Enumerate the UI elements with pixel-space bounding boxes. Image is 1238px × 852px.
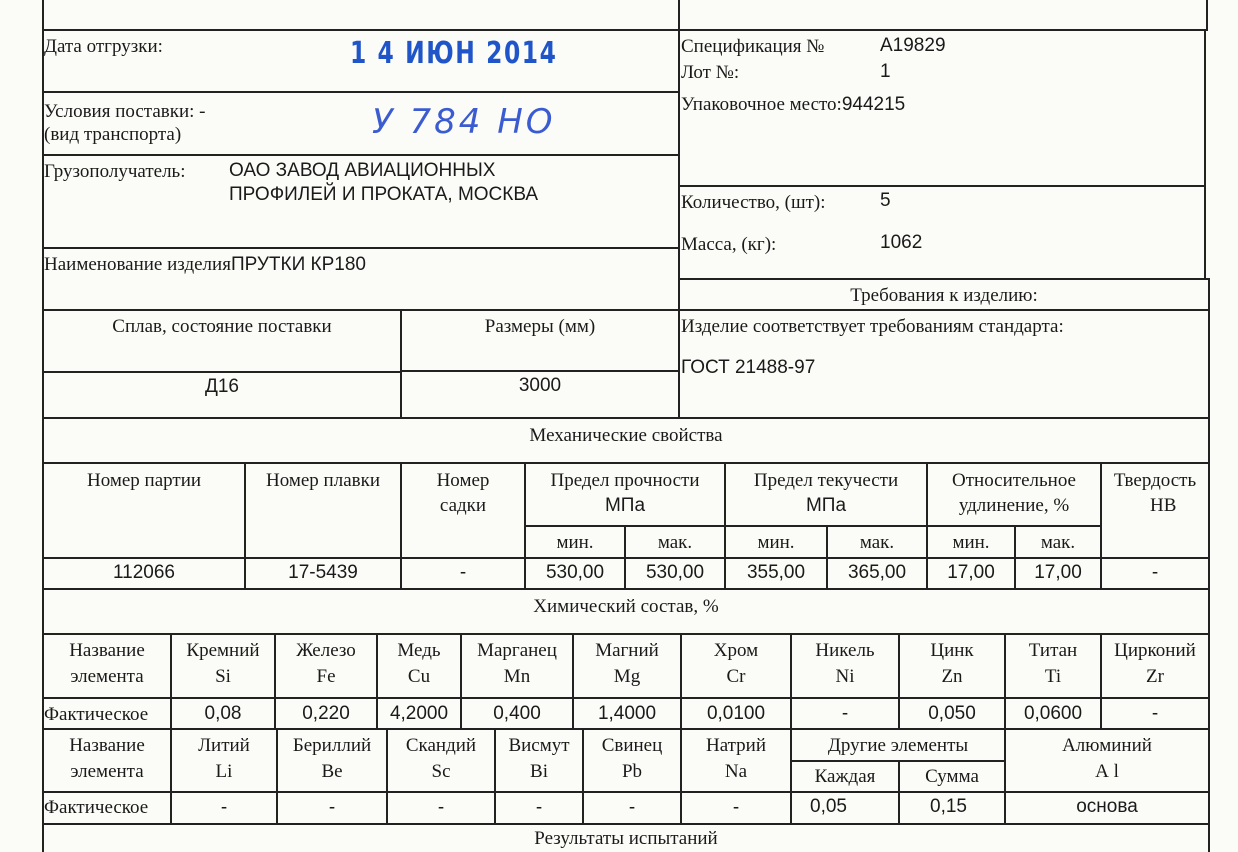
chem-element2-0-value: - xyxy=(220,797,228,818)
chem-element-9-value: - xyxy=(1151,703,1159,724)
lot-value: 1 xyxy=(880,61,891,82)
chem-element-2-value: 4,2000 xyxy=(389,703,449,724)
element-name-label-3: Название xyxy=(69,735,145,756)
element-name-label-2: элемента xyxy=(70,666,144,687)
size-header: Размеры (мм) xyxy=(484,316,596,337)
strength-min-label: мин. xyxy=(556,532,594,553)
chem-element2-3-symbol: Bi xyxy=(530,761,548,782)
consignee-label: Грузополучатель: xyxy=(44,161,186,182)
alloy-value: Д16 xyxy=(204,376,239,397)
chem-element-6-value: - xyxy=(841,703,849,724)
chem-element2-0-name: Литий xyxy=(198,735,250,756)
batch-value: 112066 xyxy=(113,562,175,583)
chem-element-7-value: 0,050 xyxy=(928,703,976,724)
ship-date-stamp: 1 4 ИЮН 2014 xyxy=(350,36,558,71)
package-place xyxy=(681,94,905,116)
chem-element-7-symbol: Zn xyxy=(941,666,963,687)
lot-label: Лот №: xyxy=(681,62,740,83)
element-name-label-1: Название xyxy=(69,640,145,661)
element-name-label-4: элемента xyxy=(70,761,144,782)
ship-date-label: Дата отгрузки: xyxy=(44,36,163,57)
each-value: 0,05 xyxy=(810,796,847,817)
chem-element2-0-symbol: Li xyxy=(215,761,233,782)
elong-min-value: 17,00 xyxy=(947,562,995,583)
results-title: Результаты испытаний xyxy=(534,828,718,849)
col-melt: Номер плавки xyxy=(265,470,381,491)
col-yield: Предел текучести xyxy=(753,470,899,491)
actual-label-1: Фактическое xyxy=(44,704,149,725)
cage-value: - xyxy=(459,562,467,583)
consignee-line1: ОАО ЗАВОД АВИАЦИОННЫХ xyxy=(229,160,496,181)
sum-label: Сумма xyxy=(925,766,979,787)
chem-element-1-value: 0,220 xyxy=(302,703,350,724)
chem-element-2-symbol: Cu xyxy=(407,666,431,687)
yield-max-label: мак. xyxy=(859,532,895,553)
chem-element2-5-value: - xyxy=(732,797,740,818)
spec-label: Спецификация № xyxy=(681,36,825,57)
elong-max-label: мак. xyxy=(1040,532,1076,553)
chem-element-5-name: Хром xyxy=(713,640,759,661)
chem-element-1-name: Железо xyxy=(296,640,356,661)
chem-element-3-value: 0,400 xyxy=(493,703,541,724)
package-value: 944215 xyxy=(841,94,906,115)
chem-element-4-name: Магний xyxy=(595,640,659,661)
aluminium-name: Алюминий xyxy=(1062,735,1152,756)
col-batch: Номер партии xyxy=(86,470,202,491)
chem-element2-5-name: Натрий xyxy=(705,735,767,756)
product-value: ПРУТКИ КР180 xyxy=(230,254,366,275)
col-hardness-2: НВ xyxy=(1150,495,1177,516)
delivery-label: Условия поставки: - xyxy=(44,101,206,122)
actual-label-2: Фактическое xyxy=(44,797,149,818)
requirements-standard: ГОСТ 21488-97 xyxy=(681,357,816,378)
chem-element-8-name: Титан xyxy=(1028,640,1078,661)
chem-element-0-name: Кремний xyxy=(186,640,260,661)
mass-label: Масса, (кг): xyxy=(681,234,777,255)
chem-element-0-symbol: Si xyxy=(215,666,231,687)
strength-max-value: 530,00 xyxy=(645,562,705,583)
requirements-title: Требования к изделию: xyxy=(850,285,1038,306)
aluminium-symbol: А l xyxy=(1095,761,1119,782)
chem-element2-4-name: Свинец xyxy=(601,735,663,756)
chem-element-8-value: 0,0600 xyxy=(1023,703,1083,724)
spec-value: А19829 xyxy=(880,35,946,56)
col-strength: Предел прочности xyxy=(550,470,700,491)
melt-value: 17-5439 xyxy=(288,562,358,583)
delivery-sublabel: (вид транспорта) xyxy=(44,124,182,145)
chem-element2-1-symbol: Be xyxy=(321,761,343,782)
elong-max-value: 17,00 xyxy=(1034,562,1082,583)
chem-element-1-symbol: Fe xyxy=(316,666,336,687)
col-yield-unit: МПа xyxy=(805,495,847,516)
chem-element-4-value: 1,4000 xyxy=(597,703,657,724)
elong-min-label: мин. xyxy=(952,532,990,553)
chem-element-9-symbol: Zr xyxy=(1146,666,1164,687)
chem-element2-1-name: Бериллий xyxy=(292,735,372,756)
chem-element-5-value: 0,0100 xyxy=(706,703,766,724)
col-elongation-2: удлинение, % xyxy=(958,495,1070,516)
hardness-value: - xyxy=(1151,562,1159,583)
qty-value: 5 xyxy=(880,190,891,211)
chem-element-6-symbol: Ni xyxy=(835,666,855,687)
chem-element-6-name: Никель xyxy=(815,640,875,661)
col-elongation-1: Относительное xyxy=(952,470,1076,491)
sum-value: 0,15 xyxy=(930,796,967,817)
yield-min-label: мин. xyxy=(757,532,795,553)
chem-element-0-value: 0,08 xyxy=(204,703,242,724)
chem-title: Химический состав, % xyxy=(533,596,719,617)
col-hardness-1: Твердость xyxy=(1113,470,1197,491)
consignee-line2: ПРОФИЛЕЙ И ПРОКАТА, МОСКВА xyxy=(229,184,539,205)
qty-label: Количество, (шт): xyxy=(681,192,826,213)
alloy-header: Сплав, состояние поставки xyxy=(112,316,332,337)
chem-element-3-name: Марганец xyxy=(477,640,557,661)
chem-element2-4-value: - xyxy=(628,797,636,818)
size-value: 3000 xyxy=(518,375,562,396)
chem-element2-3-name: Висмут xyxy=(508,735,570,756)
chem-element-2-name: Медь xyxy=(397,640,441,661)
chem-element-5-symbol: Cr xyxy=(726,666,746,687)
chem-element-4-symbol: Mg xyxy=(613,666,641,687)
strength-min-value: 530,00 xyxy=(545,562,605,583)
each-label: Каждая xyxy=(814,766,876,787)
yield-max-value: 365,00 xyxy=(847,562,907,583)
yield-min-value: 355,00 xyxy=(746,562,806,583)
other-elements-title: Другие элементы xyxy=(827,735,969,756)
product-name xyxy=(44,254,366,276)
aluminium-value: основа xyxy=(1076,796,1138,817)
mech-title: Механические свойства xyxy=(529,425,723,446)
chem-element2-2-value: - xyxy=(437,797,445,818)
delivery-handwritten: У 784 НО xyxy=(372,102,556,142)
chem-element2-2-name: Скандий xyxy=(405,735,477,756)
chem-element2-1-value: - xyxy=(328,797,336,818)
chem-element-9-name: Цирконий xyxy=(1114,640,1196,661)
product-label: Наименование изделия xyxy=(44,254,231,275)
mass-value: 1062 xyxy=(880,232,923,253)
chem-element2-5-symbol: Na xyxy=(724,761,748,782)
requirements-text: Изделие соответствует требованиям стандарта: xyxy=(681,316,1064,337)
col-cage-1: Номер xyxy=(436,470,490,491)
col-cage-2: садки xyxy=(439,495,487,516)
strength-max-label: мак. xyxy=(657,532,693,553)
chem-element2-4-symbol: Pb xyxy=(621,761,643,782)
chem-element-3-symbol: Mn xyxy=(503,666,531,687)
chem-element-8-symbol: Ti xyxy=(1044,666,1062,687)
chem-element-7-name: Цинк xyxy=(930,640,974,661)
package-label: Упаковочное место: xyxy=(681,94,842,115)
col-strength-unit: МПа xyxy=(604,495,646,516)
chem-element2-2-symbol: Sc xyxy=(431,761,451,782)
chem-element2-3-value: - xyxy=(535,797,543,818)
